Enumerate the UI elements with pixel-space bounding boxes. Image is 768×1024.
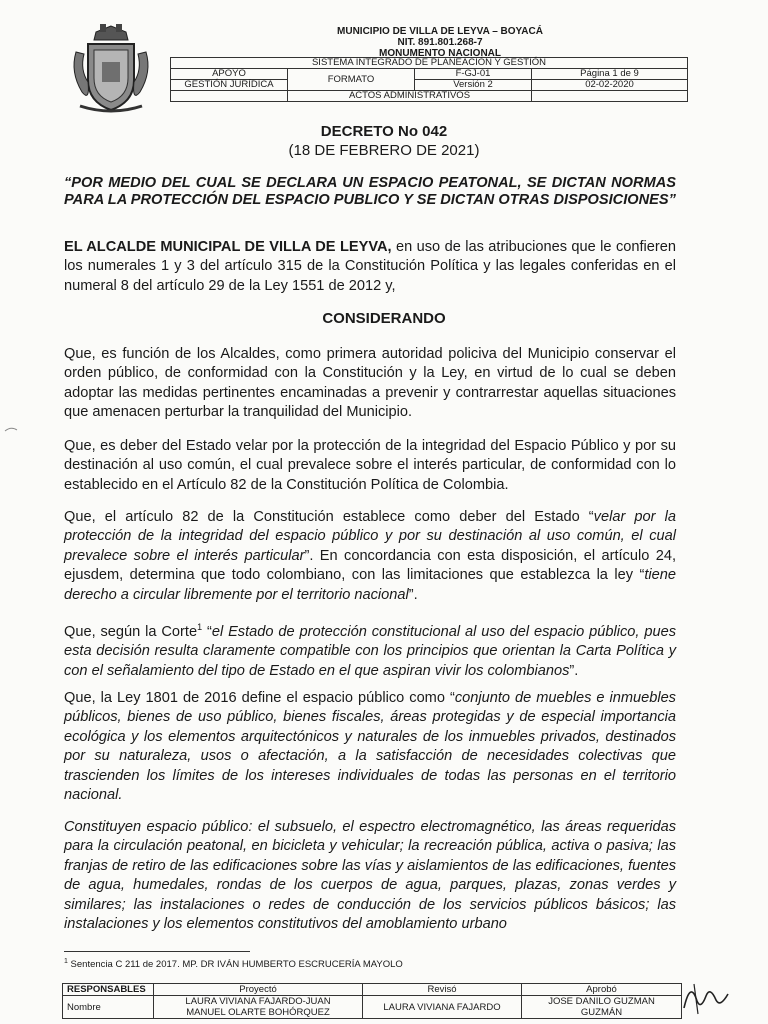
- format-version: Versión 2: [415, 80, 532, 91]
- p4-quote: el Estado de protección constitucional al uso del espacio público, pues esta decisión resulta claramente compatible con los principios que orientan la Carta Política y con el señalamiento del tipo de Estado en el que aspiran vivir los colombianos: [64, 623, 676, 679]
- municipal-coat-of-arms-icon: [66, 22, 156, 114]
- p4-text-b: “: [202, 623, 212, 640]
- preamble-text: en uso de las atribuciones que le confieren los numerales 1 y 3 del artículo 315 de la Constitución Política y las legales conferidas en el numeral 8 del artículo 29 de la Ley 1551 de 2012 y,: [64, 239, 676, 294]
- projected-name-2: MANUEL OLARTE BOHÓRQUEZ: [186, 1007, 330, 1018]
- decree-subject: “POR MEDIO DEL CUAL SE DECLARA UN ESPACIO PEATONAL, SE DICTAN NORMAS PARA LA PROTECCIÓN DEL ESPACIO PUBLICO Y SE DICTAN OTRAS DISPOSICIONES”: [64, 175, 676, 208]
- p3-quote-b: tiene derecho a circular libremente por el territorio nacional: [64, 567, 676, 603]
- system-name: SISTEMA INTEGRADO DE PLANEACIÓN Y GESTIÓN: [171, 58, 688, 69]
- paragraph-4: [64, 618, 676, 681]
- monument-label: MONUMENTO NACIONAL: [378, 48, 502, 59]
- paragraph-6: Constituyen espacio público: el subsuelo, el espectro electromagnético, las áreas requeridas para la circulación peatonal, en bicicleta y vehicular; la recreación pública, activa o pasiva; las franjas de retiro de las edificaciones sobre las vías y aislamientos de las edificaciones, fuentes de agua, humedales, rondas de los cuerpos de agua, parques, plazas, zonas verdes y similares; las instalaciones o redes de conducción de los servicios públicos básicos; las instalaciones y los elementos constitutivos del amoblamiento urbano: [64, 819, 676, 933]
- decree-number: DECRETO No 042: [320, 123, 448, 140]
- header-titles: [300, 26, 580, 59]
- responsables-label: RESPONSABLES: [63, 984, 154, 996]
- p4-text-a: Que, según la Corte: [64, 623, 198, 640]
- preamble-paragraph: [64, 238, 676, 296]
- approved-names: [522, 996, 682, 1019]
- col-reviewed: Revisó: [363, 984, 522, 996]
- footnote-divider: [64, 951, 250, 952]
- paragraph-3: [64, 508, 676, 605]
- reviewed-name: LAURA VIVIANA FAJARDO: [363, 996, 522, 1019]
- p3-text-c: ”.: [408, 586, 418, 603]
- approved-name-1: JOSE DANILO GUZMAN: [548, 996, 655, 1007]
- p5-text-a: Que, la Ley 1801 de 2016 define el espacio público como “: [64, 690, 455, 706]
- section-title: CONSIDERANDO: [322, 310, 446, 327]
- col-approved: Aprobó: [522, 984, 682, 996]
- municipality-name: MUNICIPIO DE VILLA DE LEYVA – BOYACÁ: [337, 26, 543, 37]
- format-date: 02-02-2020: [532, 80, 688, 91]
- p3-quote-a: velar por la protección de la integridad del espacio público y por su destinación al uso común, el cual prevalece sobre el interés particular: [64, 509, 676, 564]
- page-count: Página 1 de 9: [532, 69, 688, 80]
- nit-number: NIT. 891.801.268-7: [397, 37, 483, 48]
- area-top: APOYO: [171, 69, 288, 80]
- area-bottom: GESTIÓN JURÍDICA: [171, 80, 288, 91]
- footnote-text: Sentencia C 211 de 2017. MP. DR IVÁN HUMBERTO ESCRUCERÍA MAYOLO: [67, 959, 403, 971]
- punch-hole-mark-icon: [4, 426, 18, 432]
- responsables-table: [62, 983, 682, 1019]
- row-label-name: Nombre: [63, 996, 154, 1019]
- format-label: FORMATO: [288, 69, 415, 91]
- col-projected: Proyectó: [154, 984, 363, 996]
- p3-text-a: Que, el artículo 82 de la Constitución establece como deber del Estado “: [64, 509, 594, 525]
- paragraph-2: Que, es deber del Estado velar por la protección de la integridad del Espacio Público y por su destinación al uso común, el cual prevalece sobre el interés particular, de conformidad con lo establecido en el Artículo 82 de la Constitución Política de Colombia.: [64, 438, 676, 493]
- preamble-lead: EL ALCALDE MUNICIPAL DE VILLA DE LEYVA,: [64, 239, 392, 255]
- handwritten-signature-icon: [676, 978, 736, 1018]
- paragraph-5: [64, 689, 676, 805]
- decree-date: (18 DE FEBRERO DE 2021): [288, 142, 480, 159]
- projected-names: [154, 996, 363, 1019]
- header-format-table: [170, 57, 688, 102]
- footnote: [64, 958, 403, 970]
- p4-text-c: ”.: [569, 662, 579, 679]
- p3-text-b: ”. En concordancia con esta disposición, el artículo 24, ejusdem, determina que todo colombiano, con las limitaciones que establezca la ley “: [64, 547, 676, 584]
- approved-name-2: GUZMÁN: [580, 1007, 623, 1018]
- paragraph-1: Que, es función de los Alcaldes, como primera autoridad policiva del Municipio conservar el orden público, de conformidad con la Constitución y la Ley, en virtud de lo cual se deben adoptar las medidas pertinentes encaminadas a prevenir y contrarrestar aquellas situaciones que amenacen perturbar la tranquilidad del Municipio.: [64, 346, 676, 421]
- format-code: F-GJ-01: [415, 69, 532, 80]
- projected-name-1: LAURA VIVIANA FAJARDO-JUAN: [185, 996, 331, 1007]
- footnote-reference: 1: [197, 622, 203, 632]
- document-type: ACTOS ADMINISTRATIVOS: [288, 91, 532, 102]
- p5-quote: conjunto de muebles e inmuebles públicos, bienes de uso público, bienes fiscales, áreas protegidas y de especial importancia ecológica y los elementos arquitectónicos y naturales de los inmuebles privados, destinados por su naturaleza, usos o afectación, a la satisfacción de necesidades colectivas que trascienden los límites de los intereses individuales de todas las personas en el territorio nacional.: [64, 690, 676, 804]
- footnote-mark: 1: [64, 958, 68, 965]
